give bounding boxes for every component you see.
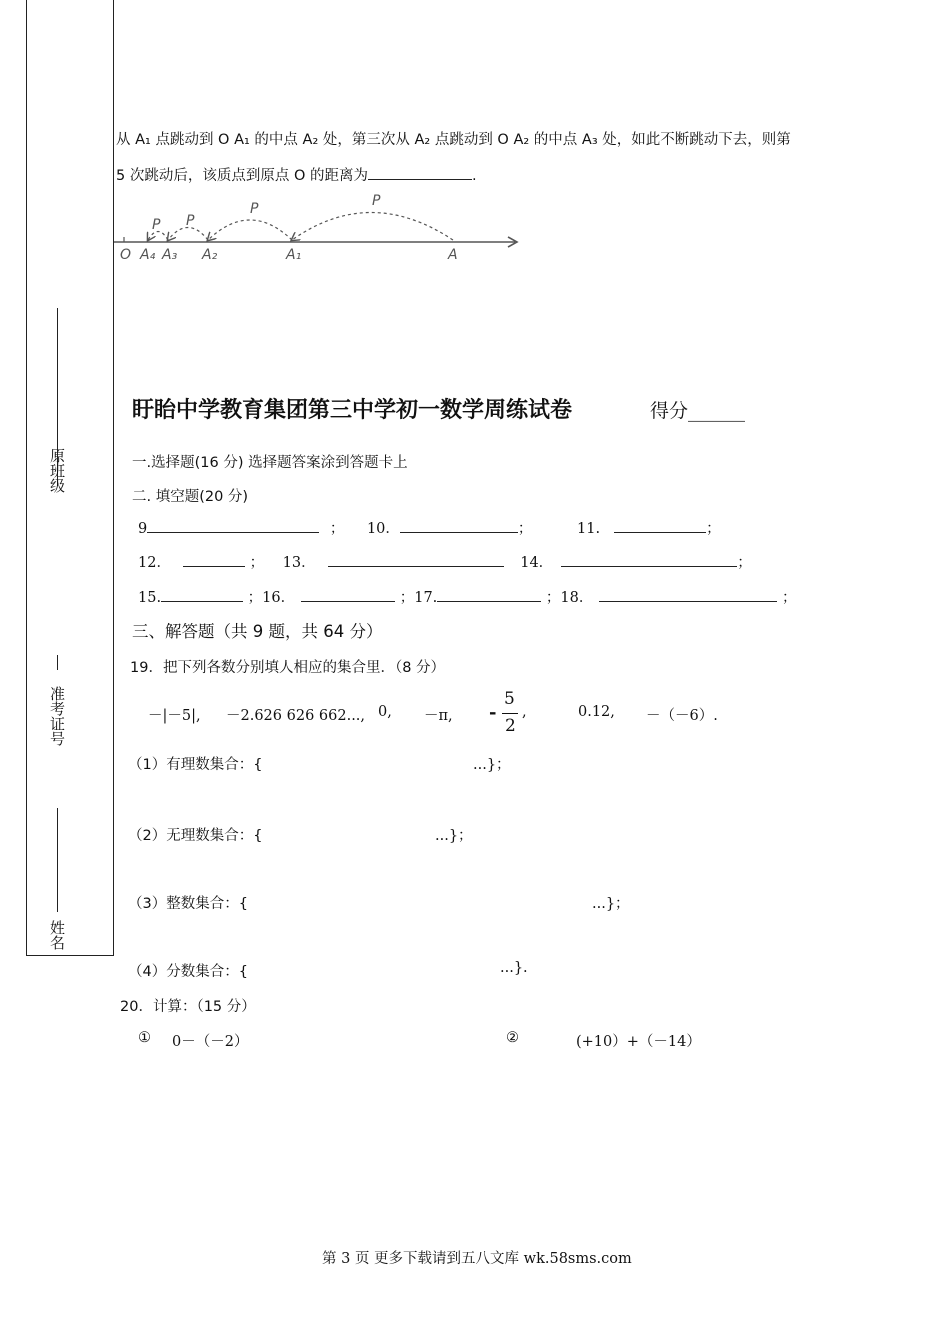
- id-label: 准考证号: [48, 686, 66, 746]
- point-A3: A₃: [162, 247, 178, 263]
- set-integer-end: ...}；: [592, 896, 630, 912]
- blank-16[interactable]: [301, 587, 395, 602]
- blank-9[interactable]: [147, 518, 319, 533]
- q19-n4: －π,: [424, 708, 453, 724]
- blank-11[interactable]: [614, 518, 706, 533]
- class-label: 原班级: [48, 447, 66, 493]
- section-1-title: 一.选择题(16 分) 选择题答案涂到答题卡上: [132, 455, 408, 471]
- arc-label-2: P: [186, 213, 195, 229]
- arc-a-a1: [292, 213, 453, 241]
- arc-label-1: P: [152, 217, 161, 233]
- fill-row-3: 15. ；16． ；17. ；18． ；: [138, 586, 796, 607]
- exam-title: 盱眙中学教育集团第三中学初一数学周练试卷: [132, 397, 573, 423]
- section-3-title: 三、解答题（共 9 题，共 64 分）: [132, 622, 383, 641]
- q20-p1-expr: 0－（－2）: [172, 1034, 249, 1050]
- q19-fraction-bar: [502, 713, 518, 714]
- number-line-figure: [110, 185, 530, 267]
- q19-title: 19．把下列各数分别填人相应的集合里．（8 分）: [130, 660, 446, 676]
- q19-n7: －（－6）.: [646, 708, 718, 724]
- name-line: [57, 808, 58, 912]
- blank-12[interactable]: [183, 552, 245, 567]
- set-rational-label: （1）有理数集合：{: [128, 757, 263, 773]
- q19-n5-denominator: 2: [505, 716, 516, 736]
- q19-n5-sign: -: [489, 702, 497, 723]
- page-footer: 第 3 页 更多下载请到五八文库 wk.58sms.com: [322, 1251, 632, 1267]
- arc-a1-a2: [208, 220, 292, 240]
- blank-15[interactable]: [161, 587, 243, 602]
- set-irrational-end: ...}；: [435, 828, 473, 844]
- problem-line-2-text: 5 次跳动后，该质点到原点 O 的距离为: [116, 168, 368, 184]
- point-O: O: [120, 247, 132, 263]
- fill-row-1: 9 ； 10． ； 11. ；: [138, 517, 721, 538]
- q20-title: 20．计算：（15 分）: [120, 999, 256, 1015]
- fill-row-2: 12． ； 13． 14． ；: [138, 551, 752, 572]
- point-A1: A₁: [286, 247, 302, 263]
- problem-line-2: 5 次跳动后，该质点到原点 O 的距离为 .: [116, 164, 477, 185]
- id-line-top: [57, 655, 58, 670]
- blank-13[interactable]: [328, 552, 504, 567]
- point-A4: A₄: [140, 247, 156, 263]
- set-rational-end: ...}；: [473, 757, 511, 773]
- arc-a2-a3: [168, 228, 208, 241]
- blank-17[interactable]: [437, 587, 541, 602]
- set-fraction-label: （4）分数集合：{: [128, 964, 248, 980]
- set-fraction-end: ...}.: [500, 960, 528, 976]
- arc-label-3: P: [250, 201, 259, 217]
- q19-n1: －|－5|,: [148, 708, 201, 724]
- point-A2: A₂: [202, 247, 218, 263]
- q19-n2: －2.626 626 662...,: [226, 708, 366, 724]
- q19-n6: 0.12,: [578, 704, 615, 720]
- section-2-title: 二. 填空题(20 分): [132, 489, 249, 505]
- problem-line-1: 从 A₁ 点跳动到 O A₁ 的中点 A₂ 处，第三次从 A₂ 点跳动到 O A₂ 的中点 A₃ 处，如此不断跳动下去，则第: [116, 132, 791, 148]
- answer-blank[interactable]: [368, 165, 472, 180]
- point-A: A: [448, 247, 458, 263]
- arc-label-4: P: [372, 193, 381, 209]
- q20-p1-mark: ①: [138, 1030, 151, 1046]
- set-irrational-label: （2）无理数集合：{: [128, 828, 263, 844]
- score-label: 得分______: [650, 400, 746, 422]
- q19-n5-end: ,: [522, 704, 527, 720]
- q20-p2-expr: (+10）+（－14）: [576, 1034, 701, 1050]
- set-integer-label: （3）整数集合：{: [128, 896, 248, 912]
- blank-14[interactable]: [561, 552, 737, 567]
- q20-p2-mark: ②: [506, 1030, 519, 1046]
- name-label: 姓名: [48, 920, 66, 950]
- blank-10[interactable]: [400, 518, 518, 533]
- blank-18[interactable]: [599, 587, 777, 602]
- q19-n5-numerator: 5: [504, 689, 515, 709]
- q19-n3: 0,: [378, 704, 392, 720]
